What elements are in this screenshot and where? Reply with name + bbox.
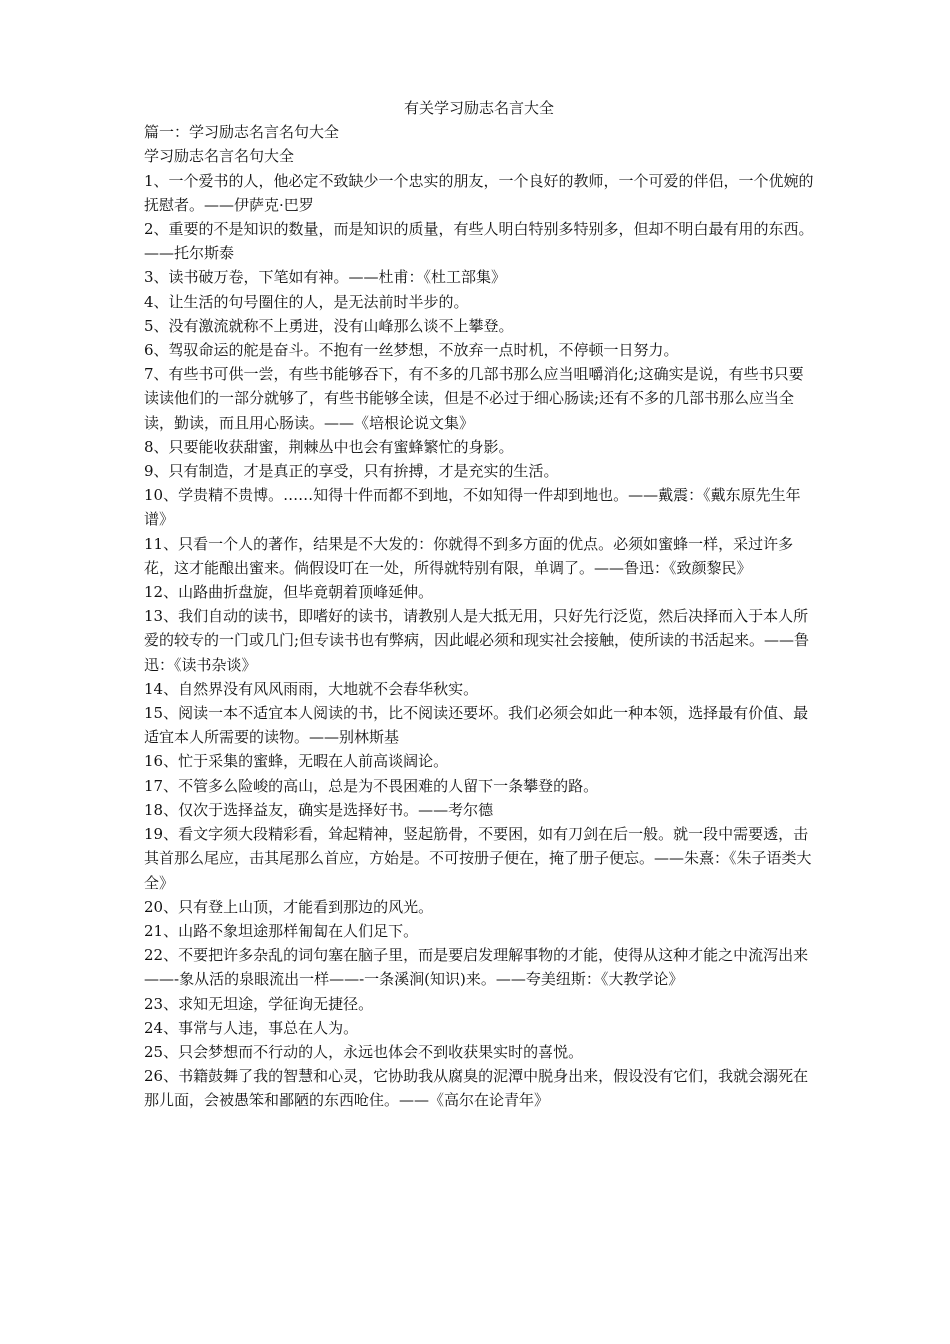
quote-item: 12、山路曲折盘旋，但毕竟朝着顶峰延伸。 (144, 583, 434, 602)
section-heading: 篇一：学习励志名言名句大全 (144, 123, 340, 142)
quote-item: 18、仅次于选择益友，确实是选择好书。——考尔德 (144, 800, 494, 819)
document-body (144, 96, 814, 1113)
quote-item: 20、只有登上山顶，才能看到那边的风光。 (144, 897, 434, 916)
quote-item: 21、山路不象坦途那样匍匐在人们足下。 (144, 921, 419, 940)
quote-item: 16、忙于采集的蜜蜂，无暇在人前高谈阔论。 (144, 752, 449, 771)
quote-item: 17、不管多么险峻的高山，总是为不畏困难的人留下一条攀登的路。 (144, 776, 599, 795)
quote-item: 23、求知无坦途，学征询无捷径。 (144, 994, 374, 1013)
quote-item: 1、一个爱书的人，他必定不致缺少一个忠实的朋友，一个良好的教师，一个可爱的伴侣，一个优婉的抚慰者。——伊萨克·巴罗 (144, 171, 814, 214)
quote-item: 3、读书破万卷，下笔如有神。——杜甫：《杜工部集》 (144, 268, 507, 287)
quote-list (144, 169, 814, 1113)
quote-item: 7、有些书可供一尝，有些书能够吞下，有不多的几部书那么应当咀嚼消化;这确实是说，有些书只要读读他们的一部分就够了，有些书能够全读，但是不必过于细心肠读;还有不多的几部书那么应当全读，勤读，而且用心肠读。——《培根论说文集》 (144, 365, 804, 432)
quote-item: 11、只看一个人的著作，结果是不大发的：你就得不到多方面的优点。必须如蜜蜂一样，采过许多花，这才能酿出蜜来。倘假设叮在一处，所得就特别有限，单调了。——鲁迅：《致颜黎民》 (144, 534, 794, 577)
quote-item: 9、只有制造，才是真正的享受，只有拚搏，才是充实的生活。 (144, 462, 559, 481)
quote-item: 8、只要能收获甜蜜，荆棘丛中也会有蜜蜂繁忙的身影。 (144, 437, 514, 456)
quote-item: 14、自然界没有风风雨雨，大地就不会春华秋实。 (144, 679, 479, 698)
quote-item: 24、事常与人违，事总在人为。 (144, 1018, 359, 1037)
quote-item: 26、书籍鼓舞了我的智慧和心灵，它协助我从腐臭的泥潭中脱身出来，假设没有它们，我就会溺死在那儿面，会被愚笨和鄙陋的东西呛住。——《高尔在论青年》 (144, 1067, 809, 1110)
quote-item: 10、学贵精不贵博。……知得十件而都不到地，不如知得一件却到地也。——戴震：《戴东原先生年谱》 (144, 486, 801, 529)
quote-item: 13、我们自动的读书，即嗜好的读书，请教别人是大抵无用，只好先行泛览，然后决择而入于本人所爱的较专的一门或几门;但专读书也有弊病，因此崐必须和现实社会接触，使所读的书活起来。——鲁迅：《读书杂谈》 (144, 607, 810, 674)
quote-item: 15、阅读一本不适宜本人阅读的书，比不阅读还要坏。我们必须会如此一种本领，选择最有价值、最适宜本人所需要的读物。——别林斯基 (144, 704, 809, 747)
quote-item: 4、让生活的句号圈住的人，是无法前时半步的。 (144, 292, 469, 311)
quote-item: 25、只会梦想而不行动的人，永远也体会不到收获果实时的喜悦。 (144, 1042, 584, 1061)
sub-heading: 学习励志名言名句大全 (144, 147, 295, 166)
document-title: 有关学习励志名言大全 (403, 99, 554, 117)
quote-item: 2、重要的不是知识的数量，而是知识的质量，有些人明白特别多特别多，但却不明白最有用的东西。——托尔斯泰 (144, 220, 814, 263)
quote-item: 22、不要把许多杂乱的词句塞在脑子里，而是要启发理解事物的才能，使得从这种才能之中流泻出来——-象从活的泉眼流出一样——-一条溪涧(知识)来。——夸美纽斯：《大教学论》 (144, 946, 809, 989)
quote-item: 5、没有激流就称不上勇进，没有山峰那么谈不上攀登。 (144, 316, 514, 335)
quote-item: 19、看文字须大段精彩看，耸起精神，竖起筋骨，不要困，如有刀剑在后一般。就一段中需要透，击其首那么尾应，击其尾那么首应，方始是。不可按册子便在，掩了册子便忘。——朱熹：《朱子语类大全》 (144, 825, 812, 892)
quote-item: 6、驾驭命运的舵是奋斗。不抱有一丝梦想，不放弃一点时机，不停顿一日努力。 (144, 341, 679, 360)
